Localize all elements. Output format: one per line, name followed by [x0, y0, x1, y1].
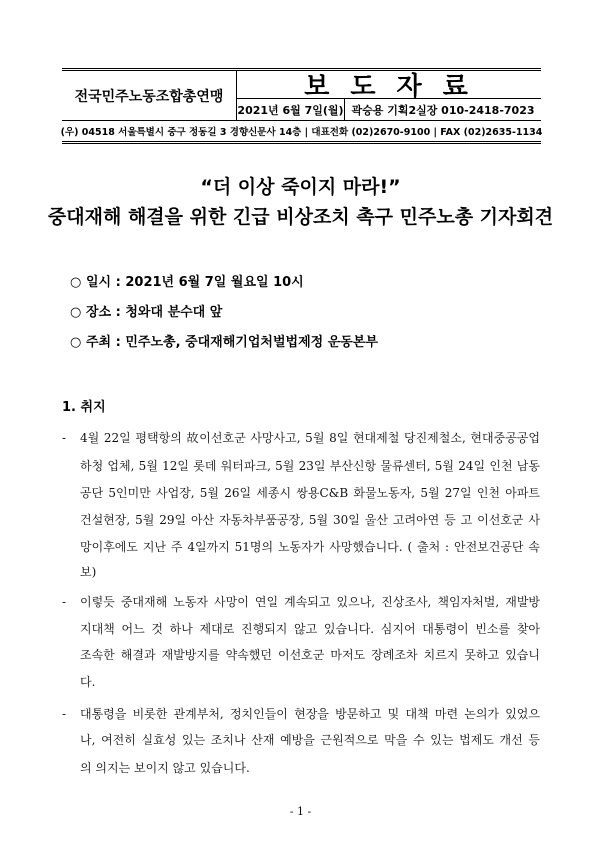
- detail-date-time: [70, 274, 304, 292]
- detail-location: [70, 304, 222, 322]
- document-type-title: 보 도 자 료: [304, 72, 474, 102]
- headline-quote: “더 이상 죽이지 마라!”: [200, 176, 401, 198]
- paragraph-line: 망이후에도 지난 주 4일까지 51명의 노동자가 사망했습니다. ( 출처 : 안전보건공단 속: [80, 540, 540, 554]
- paragraph-line: 공단 5인미만 사업장, 5월 26일 세종시 쌍용C&B 화물노동자, 5월 27일 인천 아파트: [80, 486, 540, 500]
- circle-bullet: ○: [70, 335, 82, 350]
- paragraph-line: 대통령을 비롯한 관계부처, 정치인들이 현장을 방문하고 및 대책 마련 논의가 있었으: [80, 707, 540, 721]
- address-line: (우) 04518 서울특별시 중구 정동길 3 경향신문사 14층 | 대표전화 (02)2670-9100 | FAX (02)2635-1134: [60, 127, 543, 138]
- release-date: 2021년 6월 7일(월): [237, 103, 344, 117]
- dash-marker: -: [62, 595, 67, 609]
- contact-info: 곽승용 기획2실장 010-2418-7023: [351, 103, 535, 117]
- header-bottom-rule: [62, 141, 541, 144]
- paragraph-line: 지대책 어느 것 하나 제대로 진행되지 않고 있습니다. 심지어 대통령이 빈소를 찾아: [80, 622, 540, 636]
- paragraph-line: 의 의지는 보이지 않고 있습니다.: [80, 761, 250, 775]
- section-heading: 1. 취지: [62, 400, 106, 415]
- detail-text: 장소 : 청와대 분수대 앞: [86, 305, 223, 320]
- press-release-header: [62, 68, 541, 144]
- paragraph-line: 하청 업체, 5월 12일 롯데 워터파크, 5월 23일 부산신항 물류센터, 5월 24일 인천 남동: [80, 459, 540, 473]
- organization-name: 전국민주노동조합총연맹: [74, 88, 224, 105]
- paragraph-line: 조속한 해결과 재발방지를 약속했던 이선호군 마저도 장례조차 치르지 못하고 있습니: [80, 648, 540, 662]
- paragraph-line: 4월 22일 평택항의 故이선호군 사망사고, 5월 8일 현대제철 당진제철소, 현대중공공업: [80, 431, 540, 445]
- detail-organizer: [70, 334, 378, 352]
- page-number: - 1 -: [289, 805, 312, 818]
- headline-subtitle: 중대재해 해결을 위한 긴급 비상조치 촉구 민주노총 기자회견: [47, 206, 554, 228]
- paragraph-line: 건설현장, 5월 29일 아산 자동차부품공장, 5월 30일 울산 고려아연 등 고 이선호군 사: [80, 513, 540, 527]
- paragraph-line: 나, 여전히 실효성 있는 조치나 산재 예방을 근원적으로 막을 수 있는 법제도 개선 등: [80, 733, 540, 747]
- dash-marker: -: [62, 431, 67, 445]
- detail-text: 주최 : 민주노총, 중대재해기업처벌법제정 운동본부: [86, 335, 378, 350]
- paragraph-line: 다.: [80, 675, 96, 689]
- paragraph-line: 이렇듯 중대재해 노동자 사망이 연일 계속되고 있으나, 진상조사, 책임자처벌, 재발방: [80, 595, 540, 609]
- circle-bullet: ○: [70, 305, 82, 320]
- circle-bullet: ○: [70, 275, 82, 290]
- dash-marker: -: [62, 707, 67, 721]
- detail-text: 일시 : 2021년 6월 7일 월요일 10시: [86, 275, 304, 290]
- paragraph-line: 보): [80, 565, 97, 579]
